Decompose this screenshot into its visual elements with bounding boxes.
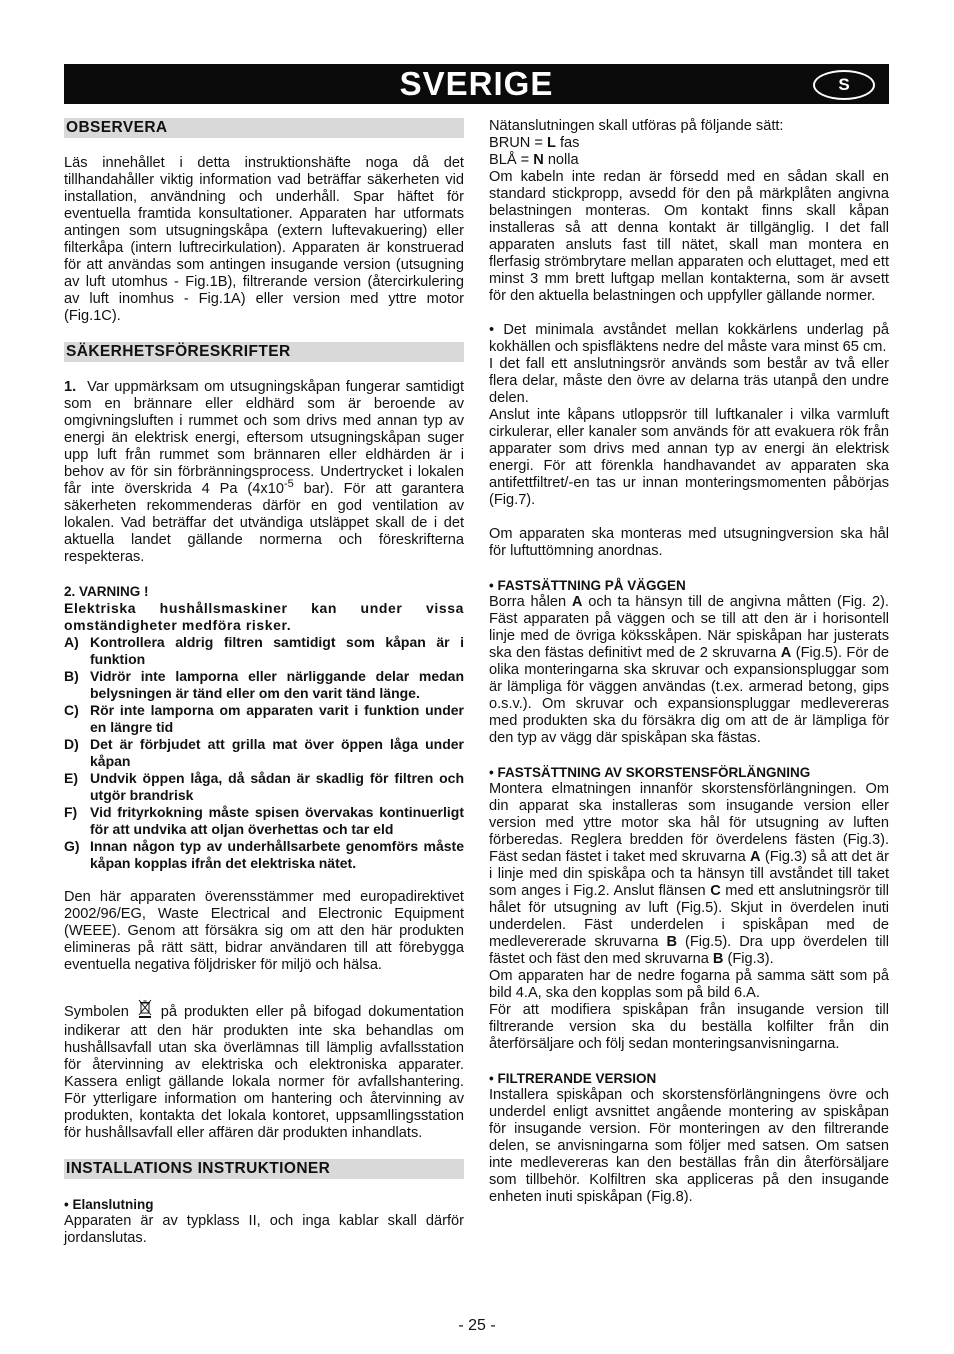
warning-text: Vid frityrkokning måste spisen övervakas kontinuerligt för att undvika att oljan överhettas och tar eld bbox=[90, 804, 464, 837]
warning-text: Vidrör inte lamporna eller närliggande delar medan belysningen är tänd eller om den varit tänd länge. bbox=[90, 668, 464, 701]
blue-rest: nolla bbox=[543, 152, 579, 168]
safety-text-1a: Var uppmärksam om utsugningskåpan fungerar samtidigt som en brännare eller eldhärd som är beroende av omgivningsluften i rummet och som drivs med annan typ av energi än elektrisk energi, eftersom utsugningskåpan suger upp luft från rummet som brännaren eller eldhärden är i behov av för sin förbränningsprocess. Undertrycket i lokalen får inte överskrida 4 Pa (4x10 bbox=[64, 379, 465, 497]
blue-label: BLÅ = bbox=[489, 152, 534, 168]
warning-item bbox=[64, 702, 464, 736]
right-column bbox=[489, 118, 889, 1206]
mains-text: Om kabeln inte redan är försedd med en sådan skall en standard stickpropp, avsedd för den på märkplåten angivna belastningen monteras. Om kontakt finns skall kåpan installeras så att denna kontakt är tillgänglig. I det fall apparaten ansluts fast till nätet, skall man montera en flerfasig strömbrytare mellan apparaten och eluttaget, med ett minst 3 mm brett luftgap mellan kontakterna, som är avsett för den aktuella belastningen och uppfyller gällande normer. bbox=[489, 169, 889, 304]
warning-letter: B) bbox=[64, 668, 79, 684]
warning-text: Rör inte lamporna om apparaten varit i funktion under en längre tid bbox=[90, 702, 464, 735]
warning-item bbox=[64, 770, 464, 804]
brown-wire bbox=[489, 135, 889, 152]
hole-text: Om apparaten ska monteras med utsugningversion ska hål för luftuttömning anordnas. bbox=[489, 526, 889, 559]
wall-bold-part: A bbox=[780, 645, 792, 661]
country-badge: S bbox=[813, 70, 875, 100]
duct-text: Anslut inte kåpans utloppsrör till luftkanaler i vilka varmluft cirkulerar, eller kanaler som används för att evakuera rök från apparater som drivs med annan typ av energi än elektrisk energi. För att förenkla handhavandet av apparaten ska antifettfiltret/-en tas ur innan monteringsmomenten påbörjas (Fig.7). bbox=[489, 407, 889, 508]
install-text: Apparaten är av typklass II, och inga kablar skall därför jordanslutas. bbox=[64, 1213, 464, 1246]
warning-title: 2. VARNING ! bbox=[64, 584, 149, 599]
chimney-text-part: Montera elmatningen innanför skorstensförlängningen. Om din apparat ska installeras som insugande version eller version med yttre motor ska hål för utsugning av luften förberedas. Reglera bredden för överdelens fästen (Fig.3). Fäst sedan fästet i taket med skruvarna bbox=[489, 781, 889, 865]
warning-item bbox=[64, 736, 464, 770]
chimney-bold-part: B bbox=[712, 951, 724, 967]
warning-intro: Elektriska hushållsmaskiner kan under vissa omständigheter medföra risker. bbox=[64, 600, 464, 633]
wall-text-part: (Fig.5). För de olika monteringarna ska skruvar och expansionspluggar som är lämpliga för väggen användas (t.ex. armerad betong, gips o.s.v.). Om skruvar och expansionspluggar medlevereras med produkten ska du försäkra dig om att de är lämpliga för den typ av vägg där spiskåpan ska fästas. bbox=[489, 645, 889, 746]
observera-text: Läs innehållet i detta instruktionshäfte noga då det tillhandahåller viktig information vad beträffar säkerheten vid installation, användning och underhåll. Spar häftet för eventuella framtida konsultationer. Apparaten har utformats antingen som utsugningskåpa (extern luftevakuering) eller filterkåpa (intern luftrecirkulation). Apparaten är konstruerad för att användas som antingen insugande version (utsugning av luft utomhus - Fig.1B), filtrerande version (återcirkulering av luft inomhus - Fig.1A) eller version med yttre motor (Fig.1C). bbox=[64, 155, 464, 324]
warning-letter: A) bbox=[64, 634, 79, 650]
warning-item bbox=[64, 634, 464, 668]
heading-observera: OBSERVERA bbox=[64, 118, 464, 138]
left-column bbox=[64, 118, 464, 1247]
pipe-text: I det fall ett anslutningsrör används som består av två eller flera delar, måste den övre av delarna träs utanpå den undre delen. bbox=[489, 356, 889, 406]
warning-text: Undvik öppen låga, då sådan är skadlig för filtren och utgör brandrisk bbox=[90, 770, 464, 803]
page-title: SVERIGE bbox=[399, 65, 554, 102]
warning-item bbox=[64, 668, 464, 702]
chimney-bold-part: A bbox=[750, 849, 761, 865]
chimney-paragraph-2: Om apparaten har de nedre fogarna på samma sätt som på bild 4.A, ska den kopplas som på bild 6.A. bbox=[489, 968, 889, 1001]
symbol-text bbox=[64, 998, 464, 1142]
brown-rest: fas bbox=[555, 135, 580, 151]
symbol-label: Symbolen bbox=[64, 1004, 129, 1020]
chimney-text bbox=[489, 781, 889, 968]
chimney-text-part: (Fig.3). bbox=[723, 951, 774, 967]
distance-text: • Det minimala avståndet mellan kokkärlens underlag på kokhällen och spisfläktens nedre del måste vara minst 65 cm. bbox=[489, 322, 889, 355]
symbol-description: på produkten eller på bifogad dokumentation indikerar att den här produkten inte ska behandlas om hushållsavfall utan ska överlämnas till lämplig avfallsstation för återvinning av elektriska och elektroniska apparater. Kassera enligt gällande lokala normer för avfallshantering. För ytterligare information om hantering och återvinning av produkten, kontakta det lokala kontoret, uppsamllingsstation för hushållsavfall eller affären där produkten inhandlats. bbox=[64, 1004, 464, 1141]
filter-title: • FILTRERANDE VERSION bbox=[489, 1071, 657, 1086]
brown-letter: L bbox=[546, 135, 556, 151]
chimney-title: • FASTSÄTTNING AV SKORSTENSFÖRLÄNGNING bbox=[489, 765, 811, 780]
safety-text-1b: bar). För att garantera säkerheten rekommenderas därför en god ventilation av lokalen. Vad beträffar det utvändiga utsläppet skall de i det aktuella landet gällande normerna och föreskrifterna respekteras. bbox=[64, 481, 464, 565]
brown-label: BRUN = bbox=[489, 135, 547, 151]
warning-letter: E) bbox=[64, 770, 78, 786]
weee-text: Den här apparaten överensstämmer med europadirektivet 2002/96/EG, Waste Electrical and Electronic Equipment (WEEE). Genom att försäkra sig om att den här produkten elimineras på rätt sätt, bidrar användaren till att förebygga eventuella negativa följdrisker för miljö och hälsa. bbox=[64, 889, 464, 973]
safety-paragraph-1 bbox=[64, 379, 464, 566]
warning-letter: D) bbox=[64, 736, 79, 752]
chimney-text-part: (Fig.5). Dra upp överdelen till fästet och fäst den med skruvarna bbox=[489, 934, 890, 967]
warning-letter: F) bbox=[64, 804, 78, 820]
warning-text: Innan någon typ av underhållsarbete genomförs måste kåpan kopplas ifrån det elektriska nätet. bbox=[90, 838, 464, 871]
title-banner bbox=[64, 64, 889, 104]
warning-letter: C) bbox=[64, 702, 79, 718]
safety-number-1: 1. bbox=[64, 379, 77, 395]
warning-item bbox=[64, 838, 464, 872]
wall-title: • FASTSÄTTNING PÅ VÄGGEN bbox=[489, 578, 686, 593]
mains-intro: Nätanslutningen skall utföras på följande sätt: bbox=[489, 118, 784, 134]
chimney-text-part: med ett anslutningsrör till hålet för utsugning av luft (Fig.5). Skjut in överdelen inuti underdelen. Fäst underdelen i spiskåpan med de medlevererade skruvarna bbox=[489, 883, 889, 950]
exponent: -5 bbox=[283, 478, 294, 491]
wall-bold-part: A bbox=[571, 594, 583, 610]
chimney-paragraph-3: För att modifiera spiskåpan från insugande version till filtrerande version ska du beställa kolfilter från din återförsäljare och följ sedan monteringsanvisningarna. bbox=[489, 1002, 889, 1052]
wall-text-part: och ta hänsyn till de angivna måtten (Fig. 2). Fäst apparaten på väggen och se till att den är i horisontell linje med de övriga köksskåpen. När spiskåpan har justerats ska den fästas definitivt med de 2 skruvarna bbox=[489, 594, 889, 661]
crossed-bin-icon bbox=[138, 998, 152, 1023]
chimney-bold-part: C bbox=[710, 883, 721, 899]
warning-list bbox=[64, 634, 464, 872]
chimney-text-part: (Fig.3) så att det är i linje med din spiskåpa och ta hänsyn till avståndet till taket som anges i Fig.2. Anslut flänsen bbox=[489, 849, 889, 899]
heading-safety: SÄKERHETSFÖRESKRIFTER bbox=[64, 342, 464, 362]
heading-install: INSTALLATIONS INSTRUKTIONER bbox=[64, 1159, 464, 1179]
blue-wire bbox=[489, 152, 889, 169]
warning-item bbox=[64, 804, 464, 838]
wall-text bbox=[489, 594, 889, 747]
filter-text: Installera spiskåpan och skorstensförlängningens övre och underdel enligt avsnittet angående montering av spiskåpan för insugande version. För monteringen av den filtrerande delen, se anvisningarna som följer med satsen. Om satsen inte medlevereras kan den beställas från din återförsäljare som tillbehör. Kolfiltren ska appliceras på den insugande enheten inuti spiskåpan (Fig.8). bbox=[489, 1087, 889, 1205]
warning-text: Det är förbjudet att grilla mat över öppen låga under kåpan bbox=[90, 736, 464, 769]
warning-text: Kontrollera aldrig filtren samtidigt som kåpan är i funktion bbox=[90, 634, 464, 667]
warning-letter: G) bbox=[64, 838, 80, 854]
install-subtitle: • Elanslutning bbox=[64, 1197, 154, 1212]
blue-letter: N bbox=[533, 152, 544, 168]
wall-text-part: Borra hålen bbox=[489, 594, 572, 610]
chimney-bold-part: B bbox=[666, 934, 677, 950]
page-number: - 25 - bbox=[458, 1317, 496, 1334]
